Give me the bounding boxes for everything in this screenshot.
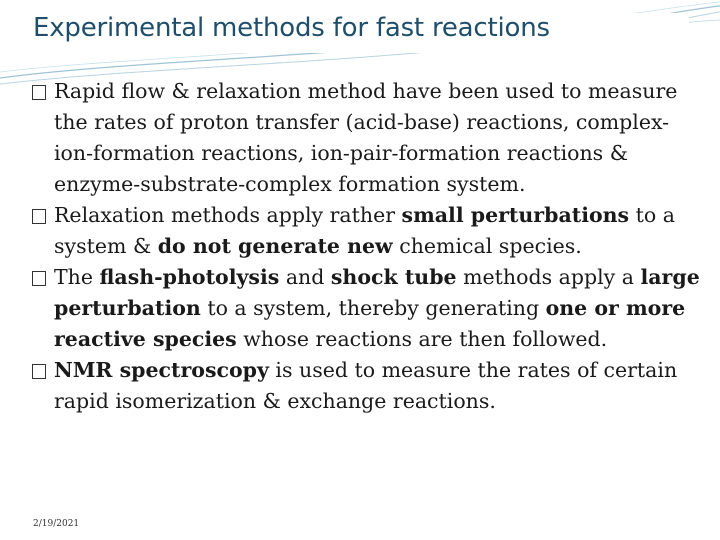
bullet-item (30, 262, 702, 355)
bullet-text: is used to measure the rates of certain rapid isomerization & exchange reactions. (54, 358, 678, 413)
bullet-item (30, 200, 702, 262)
bullet-text: methods apply a (456, 265, 641, 289)
bullet-text: Rapid flow & relaxation method have been used to measure the rates of proton transfer (acid-base) reactions, complex-ion-formation reactions, ion-pair-formation reactions & enzyme-substrate-complex formation system. (54, 79, 678, 196)
bullet-text: and (279, 265, 331, 289)
bullet-text: whose reactions are then followed. (236, 327, 608, 351)
slide-title: Experimental methods for fast reactions (33, 13, 550, 43)
bullet-text: to a system & (54, 203, 675, 258)
bold-text: NMR spectroscopy (54, 358, 269, 382)
bullet-text: Relaxation methods apply rather (54, 203, 402, 227)
bullet-item (30, 76, 702, 200)
bullet-text: to a system, thereby generating (200, 296, 546, 320)
bullet-list (30, 76, 702, 417)
bullet-box-icon (32, 364, 46, 379)
footer-date: 2/19/2021 (33, 519, 80, 529)
bullet-box-icon (32, 209, 46, 224)
bullet-item (30, 355, 702, 417)
bullet-text: chemical species. (392, 234, 582, 258)
bold-text: small perturbations (401, 203, 630, 227)
bold-text: one or more reactive species (54, 296, 686, 351)
bold-text: large perturbation (54, 265, 700, 320)
bold-text: do not generate new (157, 234, 393, 258)
bold-text: flash-photolysis (99, 265, 280, 289)
bold-text: shock tube (330, 265, 457, 289)
bullet-box-icon (32, 271, 46, 286)
bullet-box-icon (32, 85, 46, 100)
bullet-text: The (54, 265, 100, 289)
